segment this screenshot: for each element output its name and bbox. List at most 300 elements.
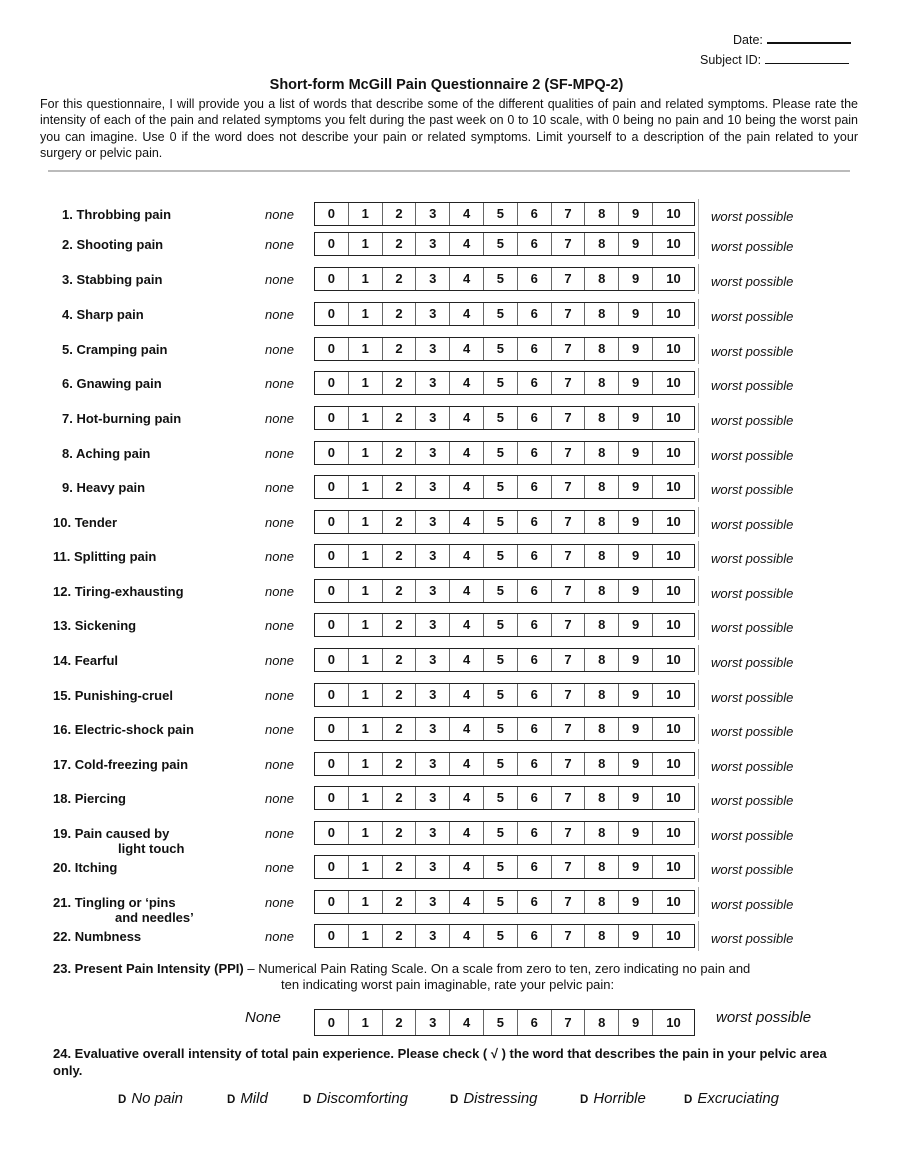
rating-option-6[interactable]: 6 — [517, 753, 551, 775]
rating-option-0[interactable]: 0 — [327, 341, 336, 356]
rating-option-1[interactable]: 1 — [348, 925, 382, 947]
rating-option-3[interactable]: 3 — [415, 203, 449, 225]
rating-option-8[interactable]: 8 — [584, 442, 618, 464]
rating-option-8[interactable]: 8 — [584, 925, 618, 947]
rating-option-4[interactable]: 4 — [449, 925, 483, 947]
rating-option-5[interactable]: 5 — [483, 891, 517, 913]
rating-option-3[interactable]: 3 — [415, 233, 449, 255]
rating-option-1[interactable]: 1 — [348, 372, 382, 394]
scale-edge-line — [698, 403, 699, 433]
rating-option-2[interactable]: 2 — [382, 338, 416, 360]
ppi-rating-option-10[interactable]: 10 — [652, 1010, 694, 1035]
rating-option-1[interactable]: 1 — [348, 822, 382, 844]
scale-worst-label: worst possible — [711, 378, 794, 393]
ppi-rating-option-7[interactable]: 7 — [551, 1010, 585, 1035]
rating-option-6[interactable]: 6 — [517, 233, 551, 255]
rating-option-4[interactable]: 4 — [449, 203, 483, 225]
rating-option-5[interactable]: 5 — [483, 442, 517, 464]
rating-option-3[interactable]: 3 — [415, 925, 449, 947]
rating-option-7[interactable]: 7 — [551, 268, 585, 290]
rating-option-2[interactable]: 2 — [382, 545, 416, 567]
rating-option-7[interactable]: 7 — [551, 545, 585, 567]
rating-option-5[interactable]: 5 — [483, 684, 517, 706]
rating-option-3[interactable]: 3 — [415, 338, 449, 360]
rating-option-9[interactable]: 9 — [618, 303, 652, 325]
ppi-rating-option-4[interactable]: 4 — [449, 1010, 483, 1035]
rating-option-4[interactable]: 4 — [449, 684, 483, 706]
pain-item-label — [62, 237, 163, 252]
rating-option-8[interactable]: 8 — [584, 649, 618, 671]
rating-option-4[interactable]: 4 — [449, 787, 483, 809]
rating-option-9[interactable]: 9 — [618, 718, 652, 740]
rating-option-6[interactable]: 6 — [517, 372, 551, 394]
rating-option-7[interactable]: 7 — [551, 233, 585, 255]
rating-option-8[interactable]: 8 — [584, 787, 618, 809]
rating-option-1[interactable]: 1 — [348, 442, 382, 464]
rating-option-3[interactable]: 3 — [415, 856, 449, 878]
date-field[interactable] — [733, 32, 851, 47]
rating-option-7[interactable]: 7 — [551, 372, 585, 394]
pain-item-row — [0, 613, 903, 639]
rating-scale — [314, 441, 695, 465]
rating-option-0[interactable]: 0 — [327, 206, 336, 221]
rating-option-5[interactable]: 5 — [483, 476, 517, 498]
rating-option-6[interactable]: 6 — [517, 856, 551, 878]
rating-option-5[interactable]: 5 — [483, 856, 517, 878]
rating-option-7[interactable]: 7 — [551, 203, 585, 225]
ppi-worst-label: worst possible — [716, 1009, 812, 1026]
checkbox-icon[interactable]: D — [450, 1094, 459, 1106]
rating-option-4[interactable]: 4 — [449, 822, 483, 844]
rating-option-9[interactable]: 9 — [618, 268, 652, 290]
rating-option-1[interactable]: 1 — [348, 407, 382, 429]
rating-option-0[interactable]: 0 — [327, 514, 336, 529]
rating-option-8[interactable]: 8 — [584, 476, 618, 498]
rating-option-2[interactable]: 2 — [382, 787, 416, 809]
scale-worst-label: worst possible — [711, 931, 794, 946]
rating-option-3[interactable]: 3 — [415, 684, 449, 706]
rating-option-10[interactable]: 10 — [652, 338, 694, 360]
rating-option-10[interactable]: 10 — [652, 856, 694, 878]
rating-option-10[interactable]: 10 — [652, 511, 694, 533]
rating-option-9[interactable]: 9 — [618, 925, 652, 947]
q24-option[interactable] — [227, 1090, 268, 1107]
rating-option-6[interactable]: 6 — [517, 476, 551, 498]
rating-option-2[interactable]: 2 — [382, 203, 416, 225]
scale-edge-line — [698, 921, 699, 951]
rating-option-6[interactable]: 6 — [517, 614, 551, 636]
rating-option-2[interactable]: 2 — [382, 303, 416, 325]
rating-option-1[interactable]: 1 — [348, 856, 382, 878]
rating-option-3[interactable]: 3 — [415, 442, 449, 464]
rating-option-7[interactable]: 7 — [551, 407, 585, 429]
q24-option-label: Discomforting — [316, 1090, 409, 1107]
rating-option-4[interactable]: 4 — [449, 303, 483, 325]
rating-option-8[interactable]: 8 — [584, 718, 618, 740]
rating-option-5[interactable]: 5 — [483, 203, 517, 225]
rating-option-4[interactable]: 4 — [449, 338, 483, 360]
rating-option-3[interactable]: 3 — [415, 753, 449, 775]
rating-option-0[interactable]: 0 — [327, 825, 336, 840]
rating-option-2[interactable]: 2 — [382, 925, 416, 947]
rating-option-8[interactable]: 8 — [584, 372, 618, 394]
rating-option-4[interactable]: 4 — [449, 268, 483, 290]
rating-option-8[interactable]: 8 — [584, 684, 618, 706]
rating-option-0[interactable]: 0 — [327, 859, 336, 874]
checkbox-icon[interactable]: D — [118, 1094, 127, 1106]
rating-option-0[interactable]: 0 — [327, 306, 336, 321]
rating-option-0[interactable]: 0 — [327, 479, 336, 494]
rating-option-5[interactable]: 5 — [483, 511, 517, 533]
rating-option-6[interactable]: 6 — [517, 718, 551, 740]
pain-item-number: 9. — [62, 480, 73, 495]
rating-option-0[interactable]: 0 — [327, 894, 336, 909]
rating-option-1[interactable]: 1 — [348, 649, 382, 671]
rating-option-6[interactable]: 6 — [517, 649, 551, 671]
rating-option-2[interactable]: 2 — [382, 822, 416, 844]
rating-option-6[interactable]: 6 — [517, 268, 551, 290]
rating-option-5[interactable]: 5 — [483, 614, 517, 636]
scale-edge-line — [698, 610, 699, 640]
rating-option-9[interactable]: 9 — [618, 545, 652, 567]
checkbox-icon[interactable]: D — [227, 1094, 236, 1106]
rating-option-7[interactable]: 7 — [551, 442, 585, 464]
rating-option-7[interactable]: 7 — [551, 787, 585, 809]
ppi-rating-option-9[interactable]: 9 — [618, 1010, 652, 1035]
rating-option-2[interactable]: 2 — [382, 684, 416, 706]
rating-option-8[interactable]: 8 — [584, 268, 618, 290]
rating-option-3[interactable]: 3 — [415, 614, 449, 636]
rating-option-3[interactable]: 3 — [415, 268, 449, 290]
rating-option-8[interactable]: 8 — [584, 338, 618, 360]
rating-option-9[interactable]: 9 — [618, 614, 652, 636]
rating-option-8[interactable]: 8 — [584, 545, 618, 567]
rating-option-10[interactable]: 10 — [652, 718, 694, 740]
pain-item-row — [0, 648, 903, 674]
rating-option-2[interactable]: 2 — [382, 614, 416, 636]
rating-option-0[interactable]: 0 — [327, 721, 336, 736]
rating-option-7[interactable]: 7 — [551, 718, 585, 740]
rating-option-1[interactable]: 1 — [348, 233, 382, 255]
checkbox-icon[interactable]: D — [684, 1094, 693, 1106]
rating-option-3[interactable]: 3 — [415, 511, 449, 533]
rating-option-9[interactable]: 9 — [618, 233, 652, 255]
rating-option-5[interactable]: 5 — [483, 718, 517, 740]
rating-option-0[interactable]: 0 — [327, 617, 336, 632]
rating-option-8[interactable]: 8 — [584, 891, 618, 913]
ppi-rating-option-2[interactable]: 2 — [382, 1010, 416, 1035]
rating-option-6[interactable]: 6 — [517, 580, 551, 602]
ppi-rating-option-8[interactable]: 8 — [584, 1010, 618, 1035]
pain-item-text: Piercing — [74, 791, 126, 806]
q24-option[interactable] — [684, 1090, 779, 1107]
rating-option-4[interactable]: 4 — [449, 233, 483, 255]
rating-option-3[interactable]: 3 — [415, 822, 449, 844]
rating-option-10[interactable]: 10 — [652, 891, 694, 913]
rating-option-3[interactable]: 3 — [415, 407, 449, 429]
rating-option-5[interactable]: 5 — [483, 303, 517, 325]
rating-option-2[interactable]: 2 — [382, 649, 416, 671]
rating-option-2[interactable]: 2 — [382, 407, 416, 429]
date-input-line[interactable] — [767, 32, 851, 44]
rating-option-8[interactable]: 8 — [584, 407, 618, 429]
pain-item-label — [53, 929, 141, 944]
rating-option-1[interactable]: 1 — [348, 545, 382, 567]
rating-option-2[interactable]: 2 — [382, 233, 416, 255]
rating-option-1[interactable]: 1 — [348, 476, 382, 498]
rating-option-10[interactable]: 10 — [652, 442, 694, 464]
rating-option-7[interactable]: 7 — [551, 684, 585, 706]
rating-option-7[interactable]: 7 — [551, 649, 585, 671]
rating-option-6[interactable]: 6 — [517, 787, 551, 809]
rating-option-4[interactable]: 4 — [449, 753, 483, 775]
rating-option-6[interactable]: 6 — [517, 891, 551, 913]
q24-option[interactable] — [303, 1090, 408, 1107]
rating-option-5[interactable]: 5 — [483, 649, 517, 671]
rating-option-10[interactable]: 10 — [652, 822, 694, 844]
rating-option-10[interactable]: 10 — [652, 787, 694, 809]
rating-option-10[interactable]: 10 — [652, 372, 694, 394]
rating-option-4[interactable]: 4 — [449, 407, 483, 429]
rating-option-4[interactable]: 4 — [449, 545, 483, 567]
rating-option-4[interactable]: 4 — [449, 891, 483, 913]
rating-option-1[interactable]: 1 — [348, 580, 382, 602]
rating-option-5[interactable]: 5 — [483, 753, 517, 775]
pain-item-text: Tingling or ‘pins — [74, 895, 176, 910]
scale-none-label: none — [265, 207, 294, 222]
rating-option-10[interactable]: 10 — [652, 545, 694, 567]
rating-option-2[interactable]: 2 — [382, 718, 416, 740]
rating-option-0[interactable]: 0 — [327, 410, 336, 425]
rating-option-8[interactable]: 8 — [584, 203, 618, 225]
ppi-rating-option-5[interactable]: 5 — [483, 1010, 517, 1035]
pain-item-number: 12. — [53, 584, 72, 599]
rating-option-10[interactable]: 10 — [652, 925, 694, 947]
rating-option-6[interactable]: 6 — [517, 407, 551, 429]
rating-option-6[interactable]: 6 — [517, 684, 551, 706]
rating-option-8[interactable]: 8 — [584, 822, 618, 844]
rating-option-9[interactable]: 9 — [618, 856, 652, 878]
rating-option-1[interactable]: 1 — [348, 718, 382, 740]
rating-option-2[interactable]: 2 — [382, 372, 416, 394]
rating-option-8[interactable]: 8 — [584, 856, 618, 878]
rating-option-5[interactable]: 5 — [483, 580, 517, 602]
ppi-rating-option-0[interactable]: 0 — [327, 1015, 336, 1030]
rating-option-3[interactable]: 3 — [415, 787, 449, 809]
pain-item-text-continued: and needles’ — [115, 910, 194, 925]
rating-option-0[interactable]: 0 — [327, 583, 336, 598]
rating-option-2[interactable]: 2 — [382, 511, 416, 533]
rating-option-1[interactable]: 1 — [348, 891, 382, 913]
rating-option-6[interactable]: 6 — [517, 338, 551, 360]
q24-option[interactable] — [580, 1090, 646, 1107]
scale-none-label: none — [265, 307, 294, 322]
rating-option-4[interactable]: 4 — [449, 476, 483, 498]
checkbox-icon[interactable]: D — [580, 1094, 589, 1106]
rating-option-9[interactable]: 9 — [618, 891, 652, 913]
rating-option-0[interactable]: 0 — [327, 756, 336, 771]
rating-option-0[interactable]: 0 — [327, 375, 336, 390]
rating-option-5[interactable]: 5 — [483, 787, 517, 809]
rating-option-5[interactable]: 5 — [483, 822, 517, 844]
rating-option-7[interactable]: 7 — [551, 822, 585, 844]
rating-option-5[interactable]: 5 — [483, 268, 517, 290]
rating-option-1[interactable]: 1 — [348, 787, 382, 809]
rating-option-7[interactable]: 7 — [551, 856, 585, 878]
rating-option-4[interactable]: 4 — [449, 649, 483, 671]
rating-option-9[interactable]: 9 — [618, 822, 652, 844]
rating-option-6[interactable]: 6 — [517, 511, 551, 533]
rating-option-3[interactable]: 3 — [415, 545, 449, 567]
rating-option-9[interactable]: 9 — [618, 684, 652, 706]
rating-option-2[interactable]: 2 — [382, 753, 416, 775]
rating-option-3[interactable]: 3 — [415, 649, 449, 671]
rating-option-9[interactable]: 9 — [618, 476, 652, 498]
rating-option-3[interactable]: 3 — [415, 372, 449, 394]
rating-option-9[interactable]: 9 — [618, 372, 652, 394]
rating-option-10[interactable]: 10 — [652, 614, 694, 636]
rating-option-1[interactable]: 1 — [348, 203, 382, 225]
rating-option-9[interactable]: 9 — [618, 649, 652, 671]
rating-option-7[interactable]: 7 — [551, 511, 585, 533]
ppi-rating-option-3[interactable]: 3 — [415, 1010, 449, 1035]
rating-scale — [314, 337, 695, 361]
scale-edge-line — [698, 887, 699, 917]
rating-option-0[interactable]: 0 — [327, 687, 336, 702]
rating-option-6[interactable]: 6 — [517, 545, 551, 567]
rating-option-7[interactable]: 7 — [551, 476, 585, 498]
scale-worst-label: worst possible — [711, 586, 794, 601]
rating-option-4[interactable]: 4 — [449, 718, 483, 740]
rating-option-0[interactable]: 0 — [327, 652, 336, 667]
rating-option-10[interactable]: 10 — [652, 649, 694, 671]
rating-option-0[interactable]: 0 — [327, 236, 336, 251]
q24-option[interactable] — [450, 1090, 538, 1107]
rating-option-1[interactable]: 1 — [348, 511, 382, 533]
rating-option-5[interactable]: 5 — [483, 925, 517, 947]
rating-option-5[interactable]: 5 — [483, 338, 517, 360]
rating-option-2[interactable]: 2 — [382, 580, 416, 602]
rating-option-6[interactable]: 6 — [517, 203, 551, 225]
rating-option-5[interactable]: 5 — [483, 407, 517, 429]
rating-option-1[interactable]: 1 — [348, 753, 382, 775]
rating-option-7[interactable]: 7 — [551, 338, 585, 360]
rating-option-10[interactable]: 10 — [652, 407, 694, 429]
rating-option-0[interactable]: 0 — [327, 790, 336, 805]
scale-worst-label: worst possible — [711, 551, 794, 566]
rating-option-9[interactable]: 9 — [618, 407, 652, 429]
pain-item-text: Stabbing pain — [76, 272, 163, 287]
rating-option-10[interactable]: 10 — [652, 684, 694, 706]
rating-option-7[interactable]: 7 — [551, 303, 585, 325]
rating-option-7[interactable]: 7 — [551, 614, 585, 636]
rating-option-0[interactable]: 0 — [327, 548, 336, 563]
rating-option-3[interactable]: 3 — [415, 476, 449, 498]
rating-option-10[interactable]: 10 — [652, 203, 694, 225]
scale-none-label: none — [265, 446, 294, 461]
rating-option-4[interactable]: 4 — [449, 580, 483, 602]
rating-option-9[interactable]: 9 — [618, 203, 652, 225]
rating-option-8[interactable]: 8 — [584, 580, 618, 602]
rating-option-5[interactable]: 5 — [483, 372, 517, 394]
rating-option-2[interactable]: 2 — [382, 442, 416, 464]
rating-option-10[interactable]: 10 — [652, 580, 694, 602]
rating-option-3[interactable]: 3 — [415, 718, 449, 740]
rating-option-9[interactable]: 9 — [618, 338, 652, 360]
rating-option-3[interactable]: 3 — [415, 891, 449, 913]
rating-option-7[interactable]: 7 — [551, 891, 585, 913]
rating-option-2[interactable]: 2 — [382, 856, 416, 878]
pain-item-label — [53, 895, 176, 910]
rating-option-10[interactable]: 10 — [652, 476, 694, 498]
rating-option-0[interactable]: 0 — [327, 445, 336, 460]
rating-option-6[interactable]: 6 — [517, 442, 551, 464]
rating-option-7[interactable]: 7 — [551, 925, 585, 947]
q24-option[interactable] — [118, 1090, 183, 1107]
rating-option-10[interactable]: 10 — [652, 268, 694, 290]
rating-option-0[interactable]: 0 — [327, 928, 336, 943]
rating-option-4[interactable]: 4 — [449, 442, 483, 464]
rating-option-7[interactable]: 7 — [551, 580, 585, 602]
ppi-rating-option-6[interactable]: 6 — [517, 1010, 551, 1035]
rating-option-9[interactable]: 9 — [618, 442, 652, 464]
rating-option-8[interactable]: 8 — [584, 753, 618, 775]
pain-item-number: 17. — [53, 757, 72, 772]
rating-option-4[interactable]: 4 — [449, 856, 483, 878]
rating-option-8[interactable]: 8 — [584, 511, 618, 533]
rating-option-1[interactable]: 1 — [348, 338, 382, 360]
rating-option-8[interactable]: 8 — [584, 233, 618, 255]
rating-option-2[interactable]: 2 — [382, 891, 416, 913]
rating-option-6[interactable]: 6 — [517, 303, 551, 325]
rating-option-10[interactable]: 10 — [652, 753, 694, 775]
rating-option-2[interactable]: 2 — [382, 476, 416, 498]
rating-option-1[interactable]: 1 — [348, 303, 382, 325]
rating-option-10[interactable]: 10 — [652, 303, 694, 325]
rating-option-9[interactable]: 9 — [618, 511, 652, 533]
rating-option-9[interactable]: 9 — [618, 753, 652, 775]
rating-option-4[interactable]: 4 — [449, 614, 483, 636]
pain-item-number: 14. — [53, 653, 72, 668]
rating-option-3[interactable]: 3 — [415, 580, 449, 602]
rating-option-8[interactable]: 8 — [584, 303, 618, 325]
rating-option-9[interactable]: 9 — [618, 580, 652, 602]
subject-id-field[interactable] — [700, 53, 849, 67]
rating-option-8[interactable]: 8 — [584, 614, 618, 636]
rating-option-2[interactable]: 2 — [382, 268, 416, 290]
subject-id-input-line[interactable] — [765, 53, 849, 64]
rating-option-1[interactable]: 1 — [348, 268, 382, 290]
scale-worst-label: worst possible — [711, 344, 794, 359]
rating-option-10[interactable]: 10 — [652, 233, 694, 255]
rating-option-5[interactable]: 5 — [483, 233, 517, 255]
pain-item-text: Sickening — [74, 618, 137, 633]
rating-option-6[interactable]: 6 — [517, 822, 551, 844]
rating-option-5[interactable]: 5 — [483, 545, 517, 567]
rating-option-3[interactable]: 3 — [415, 303, 449, 325]
rating-option-4[interactable]: 4 — [449, 511, 483, 533]
rating-option-6[interactable]: 6 — [517, 925, 551, 947]
rating-option-7[interactable]: 7 — [551, 753, 585, 775]
rating-option-1[interactable]: 1 — [348, 614, 382, 636]
checkbox-icon[interactable]: D — [303, 1094, 312, 1106]
rating-option-9[interactable]: 9 — [618, 787, 652, 809]
rating-option-1[interactable]: 1 — [348, 684, 382, 706]
ppi-rating-option-1[interactable]: 1 — [348, 1010, 382, 1035]
date-label: Date: — [733, 33, 763, 47]
rating-option-4[interactable]: 4 — [449, 372, 483, 394]
rating-option-0[interactable]: 0 — [327, 271, 336, 286]
